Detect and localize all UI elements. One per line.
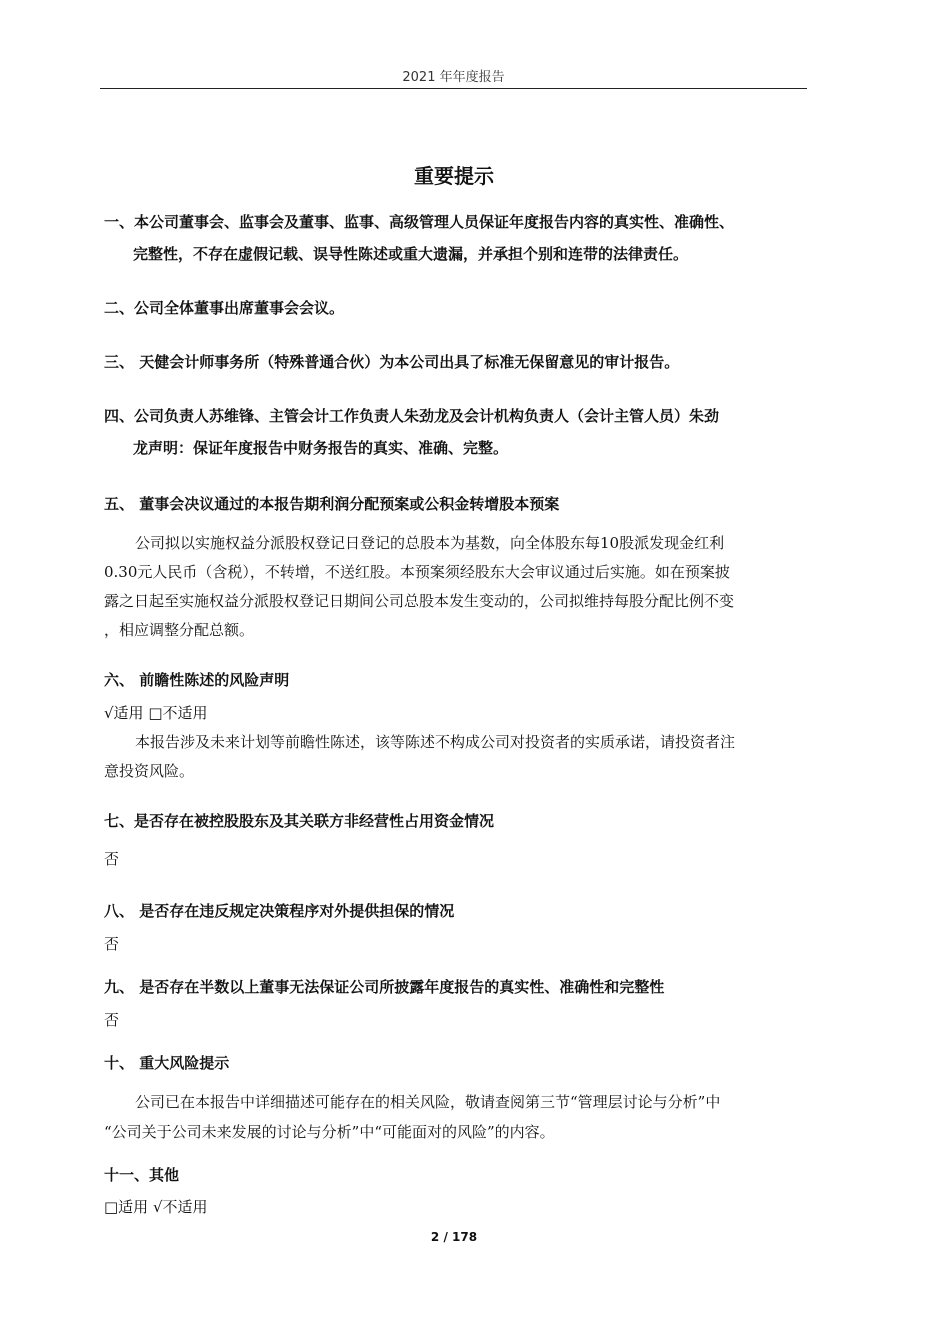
section-5-heading: 五、 董事会决议通过的本报告期利润分配预案或公积金转增股本预案 [104, 495, 560, 513]
section-4-line-2: 龙声明：保证年度报告中财务报告的真实、准确、完整。 [133, 439, 509, 457]
header-rule [100, 88, 807, 89]
section-6-heading: 六、 前瞻性陈述的风险声明 [104, 671, 290, 689]
section-9-heading: 九、 是否存在半数以上董事无法保证公司所披露年度报告的真实性、准确性和完整性 [104, 978, 665, 996]
section-11-heading: 十一、其他 [104, 1166, 180, 1184]
section-6-applicability: √适用 □不适用 [104, 704, 208, 722]
page-title: 重要提示 [414, 164, 494, 188]
section-6-para-line-1: 本报告涉及未来计划等前瞻性陈述，该等陈述不构成公司对投资者的实质承诺，请投资者注 [135, 733, 736, 751]
section-1-line-2: 完整性，不存在虚假记载、误导性陈述或重大遗漏，并承担个别和连带的法律责任。 [133, 245, 689, 263]
section-7-heading: 七、是否存在被控股股东及其关联方非经营性占用资金情况 [104, 812, 495, 830]
section-8-answer: 否 [104, 935, 120, 953]
section-5-para-line-4: ，相应调整分配总额。 [104, 621, 255, 639]
section-3: 三、 天健会计师事务所（特殊普通合伙）为本公司出具了标准无保留意见的审计报告。 [104, 353, 680, 371]
section-10-heading: 十、 重大风险提示 [104, 1054, 230, 1072]
running-header: 2021 年年度报告 [402, 70, 505, 85]
section-7-answer: 否 [104, 850, 120, 868]
section-1-line-1: 一、本公司董事会、监事会及董事、监事、高级管理人员保证年度报告内容的真实性、准确性、 [104, 213, 735, 231]
section-5-para-line-1: 公司拟以实施权益分派股权登记日登记的总股本为基数，向全体股东每10股派发现金红利 [135, 534, 725, 552]
section-4-line-1: 四、公司负责人苏维锋、主管会计工作负责人朱劲龙及会计机构负责人（会计主管人员）朱劲 [104, 407, 720, 425]
section-11-applicability: □适用 √不适用 [104, 1198, 208, 1216]
section-10-para-line-2: “公司关于公司未来发展的讨论与分析”中“可能面对的风险”的内容。 [104, 1123, 555, 1141]
section-8-heading: 八、 是否存在违反规定决策程序对外提供担保的情况 [104, 902, 455, 920]
section-10-para-line-1: 公司已在本报告中详细描述可能存在的相关风险，敬请查阅第三节“管理层讨论与分析”中 [135, 1093, 721, 1111]
section-2: 二、公司全体董事出席董事会会议。 [104, 299, 345, 317]
section-5-para-line-2: 0.30元人民币（含税），不转增，不送红股。本预案须经股东大会审议通过后实施。如在预案披 [104, 563, 730, 581]
section-9-answer: 否 [104, 1011, 120, 1029]
section-5-para-line-3: 露之日起至实施权益分派股权登记日期间公司总股本发生变动的，公司拟维持每股分配比例不变 [104, 592, 735, 610]
section-6-para-line-2: 意投资风险。 [104, 762, 195, 780]
page-number: 2 / 178 [430, 1230, 478, 1244]
